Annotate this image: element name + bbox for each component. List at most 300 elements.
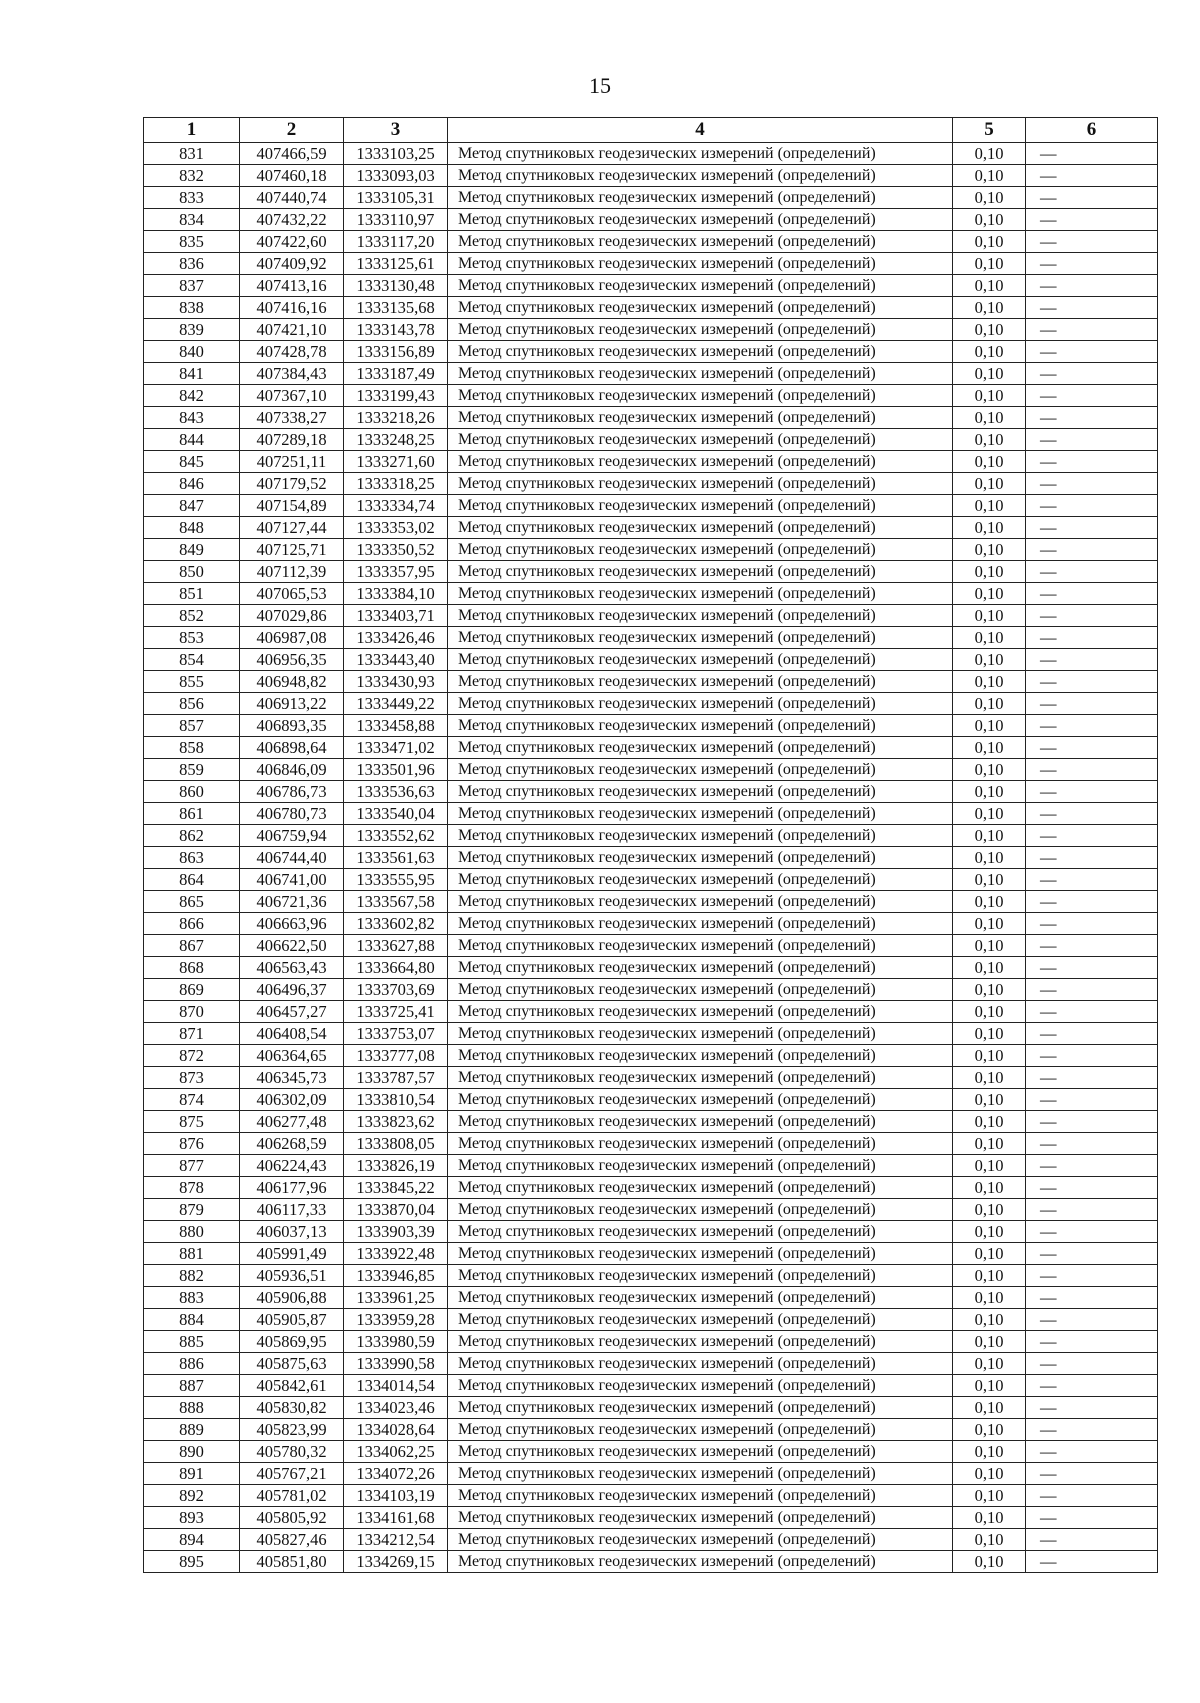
point-number-cell: 893 (144, 1507, 240, 1529)
method-cell: Метод спутниковых геодезических измерений (определений) (448, 407, 953, 429)
x-coordinate-cell: 406364,65 (240, 1045, 344, 1067)
accuracy-cell: 0,10 (953, 143, 1026, 165)
accuracy-cell: 0,10 (953, 407, 1026, 429)
accuracy-cell: 0,10 (953, 891, 1026, 913)
table-row (144, 759, 1158, 781)
x-coordinate-cell: 407416,16 (240, 297, 344, 319)
x-coordinate-cell: 406408,54 (240, 1023, 344, 1045)
y-coordinate-cell: 1333777,08 (344, 1045, 448, 1067)
method-cell: Метод спутниковых геодезических измерений (определений) (448, 935, 953, 957)
method-cell: Метод спутниковых геодезических измерений (определений) (448, 715, 953, 737)
method-cell: Метод спутниковых геодезических измерений (определений) (448, 1309, 953, 1331)
accuracy-cell: 0,10 (953, 1177, 1026, 1199)
x-coordinate-cell: 406224,43 (240, 1155, 344, 1177)
method-cell: Метод спутниковых геодезических измерений (определений) (448, 1243, 953, 1265)
method-cell: Метод спутниковых геодезических измерений (определений) (448, 1287, 953, 1309)
y-coordinate-cell: 1333443,40 (344, 649, 448, 671)
x-coordinate-cell: 406302,09 (240, 1089, 344, 1111)
accuracy-cell: 0,10 (953, 253, 1026, 275)
method-cell: Метод спутниковых геодезических измерений (определений) (448, 1529, 953, 1551)
x-coordinate-cell: 407428,78 (240, 341, 344, 363)
x-coordinate-cell: 407421,10 (240, 319, 344, 341)
table-row (144, 1243, 1158, 1265)
point-number-cell: 853 (144, 627, 240, 649)
method-cell: Метод спутниковых геодезических измерений (определений) (448, 803, 953, 825)
y-coordinate-cell: 1333117,20 (344, 231, 448, 253)
method-cell: Метод спутниковых геодезических измерений (определений) (448, 693, 953, 715)
y-coordinate-cell: 1333218,26 (344, 407, 448, 429)
x-coordinate-cell: 406913,22 (240, 693, 344, 715)
accuracy-cell: 0,10 (953, 1529, 1026, 1551)
method-cell: Метод спутниковых геодезических измерений (определений) (448, 1001, 953, 1023)
accuracy-cell: 0,10 (953, 671, 1026, 693)
method-cell: Метод спутниковых геодезических измерений (определений) (448, 649, 953, 671)
y-coordinate-cell: 1333248,25 (344, 429, 448, 451)
description-cell: — (1026, 1441, 1158, 1463)
table-row (144, 231, 1158, 253)
point-number-cell: 885 (144, 1331, 240, 1353)
table-row (144, 957, 1158, 979)
table-row (144, 143, 1158, 165)
point-number-cell: 872 (144, 1045, 240, 1067)
point-number-cell: 845 (144, 451, 240, 473)
y-coordinate-cell: 1334269,15 (344, 1551, 448, 1573)
point-number-cell: 869 (144, 979, 240, 1001)
point-number-cell: 857 (144, 715, 240, 737)
y-coordinate-cell: 1333403,71 (344, 605, 448, 627)
point-number-cell: 855 (144, 671, 240, 693)
y-coordinate-cell: 1333808,05 (344, 1133, 448, 1155)
table-row (144, 825, 1158, 847)
x-coordinate-cell: 405842,61 (240, 1375, 344, 1397)
y-coordinate-cell: 1334028,64 (344, 1419, 448, 1441)
table-row (144, 1265, 1158, 1287)
method-cell: Метод спутниковых геодезических измерений (определений) (448, 385, 953, 407)
method-cell: Метод спутниковых геодезических измерений (определений) (448, 1133, 953, 1155)
table-row (144, 561, 1158, 583)
point-number-cell: 873 (144, 1067, 240, 1089)
x-coordinate-cell: 406956,35 (240, 649, 344, 671)
coordinates-table (143, 117, 1158, 1573)
table-row (144, 209, 1158, 231)
y-coordinate-cell: 1333810,54 (344, 1089, 448, 1111)
method-cell: Метод спутниковых геодезических измерений (определений) (448, 605, 953, 627)
x-coordinate-cell: 405823,99 (240, 1419, 344, 1441)
x-coordinate-cell: 405991,49 (240, 1243, 344, 1265)
accuracy-cell: 0,10 (953, 737, 1026, 759)
header-col-1: 1 (144, 118, 240, 143)
y-coordinate-cell: 1333426,46 (344, 627, 448, 649)
x-coordinate-cell: 405875,63 (240, 1353, 344, 1375)
description-cell: — (1026, 451, 1158, 473)
x-coordinate-cell: 405781,02 (240, 1485, 344, 1507)
table-row (144, 187, 1158, 209)
method-cell: Метод спутниковых геодезических измерений (определений) (448, 253, 953, 275)
x-coordinate-cell: 406741,00 (240, 869, 344, 891)
point-number-cell: 892 (144, 1485, 240, 1507)
description-cell: — (1026, 1309, 1158, 1331)
accuracy-cell: 0,10 (953, 1485, 1026, 1507)
header-col-2: 2 (240, 118, 344, 143)
x-coordinate-cell: 407154,89 (240, 495, 344, 517)
method-cell: Метод спутниковых геодезических измерений (определений) (448, 495, 953, 517)
point-number-cell: 876 (144, 1133, 240, 1155)
table-row (144, 671, 1158, 693)
table-row (144, 1111, 1158, 1133)
point-number-cell: 890 (144, 1441, 240, 1463)
x-coordinate-cell: 406786,73 (240, 781, 344, 803)
method-cell: Метод спутниковых геодезических измерений (определений) (448, 1023, 953, 1045)
description-cell: — (1026, 1507, 1158, 1529)
point-number-cell: 895 (144, 1551, 240, 1573)
point-number-cell: 850 (144, 561, 240, 583)
method-cell: Метод спутниковых геодезических измерений (определений) (448, 1111, 953, 1133)
table-row (144, 1353, 1158, 1375)
description-cell: — (1026, 1177, 1158, 1199)
method-cell: Метод спутниковых геодезических измерений (определений) (448, 1089, 953, 1111)
description-cell: — (1026, 957, 1158, 979)
x-coordinate-cell: 405767,21 (240, 1463, 344, 1485)
method-cell: Метод спутниковых геодезических измерений (определений) (448, 1177, 953, 1199)
table-row (144, 473, 1158, 495)
point-number-cell: 874 (144, 1089, 240, 1111)
description-cell: — (1026, 253, 1158, 275)
table-row (144, 1199, 1158, 1221)
y-coordinate-cell: 1333753,07 (344, 1023, 448, 1045)
table-row (144, 1287, 1158, 1309)
accuracy-cell: 0,10 (953, 1265, 1026, 1287)
point-number-cell: 880 (144, 1221, 240, 1243)
method-cell: Метод спутниковых геодезических измерений (определений) (448, 891, 953, 913)
point-number-cell: 831 (144, 143, 240, 165)
accuracy-cell: 0,10 (953, 935, 1026, 957)
table-body (144, 143, 1158, 1573)
description-cell: — (1026, 143, 1158, 165)
point-number-cell: 882 (144, 1265, 240, 1287)
point-number-cell: 870 (144, 1001, 240, 1023)
x-coordinate-cell: 406663,96 (240, 913, 344, 935)
table-row (144, 451, 1158, 473)
accuracy-cell: 0,10 (953, 1089, 1026, 1111)
point-number-cell: 878 (144, 1177, 240, 1199)
method-cell: Метод спутниковых геодезических измерений (определений) (448, 319, 953, 341)
description-cell: — (1026, 1067, 1158, 1089)
x-coordinate-cell: 407422,60 (240, 231, 344, 253)
description-cell: — (1026, 1089, 1158, 1111)
x-coordinate-cell: 406898,64 (240, 737, 344, 759)
accuracy-cell: 0,10 (953, 1441, 1026, 1463)
table-row (144, 539, 1158, 561)
point-number-cell: 889 (144, 1419, 240, 1441)
point-number-cell: 891 (144, 1463, 240, 1485)
y-coordinate-cell: 1333536,63 (344, 781, 448, 803)
accuracy-cell: 0,10 (953, 605, 1026, 627)
y-coordinate-cell: 1333103,25 (344, 143, 448, 165)
point-number-cell: 883 (144, 1287, 240, 1309)
table-row (144, 891, 1158, 913)
accuracy-cell: 0,10 (953, 539, 1026, 561)
description-cell: — (1026, 605, 1158, 627)
table-row (144, 385, 1158, 407)
point-number-cell: 887 (144, 1375, 240, 1397)
table-row (144, 1331, 1158, 1353)
header-col-4: 4 (448, 118, 953, 143)
point-number-cell: 833 (144, 187, 240, 209)
y-coordinate-cell: 1333143,78 (344, 319, 448, 341)
x-coordinate-cell: 406948,82 (240, 671, 344, 693)
table-row (144, 165, 1158, 187)
description-cell: — (1026, 341, 1158, 363)
accuracy-cell: 0,10 (953, 209, 1026, 231)
header-col-5: 5 (953, 118, 1026, 143)
description-cell: — (1026, 825, 1158, 847)
x-coordinate-cell: 407466,59 (240, 143, 344, 165)
x-coordinate-cell: 406117,33 (240, 1199, 344, 1221)
accuracy-cell: 0,10 (953, 1507, 1026, 1529)
table-row (144, 253, 1158, 275)
accuracy-cell: 0,10 (953, 957, 1026, 979)
description-cell: — (1026, 1397, 1158, 1419)
y-coordinate-cell: 1333357,95 (344, 561, 448, 583)
point-number-cell: 867 (144, 935, 240, 957)
method-cell: Метод спутниковых геодезических измерений (определений) (448, 583, 953, 605)
y-coordinate-cell: 1334023,46 (344, 1397, 448, 1419)
description-cell: — (1026, 1023, 1158, 1045)
accuracy-cell: 0,10 (953, 583, 1026, 605)
description-cell: — (1026, 891, 1158, 913)
accuracy-cell: 0,10 (953, 1309, 1026, 1331)
accuracy-cell: 0,10 (953, 649, 1026, 671)
method-cell: Метод спутниковых геодезических измерений (определений) (448, 1441, 953, 1463)
description-cell: — (1026, 1045, 1158, 1067)
description-cell: — (1026, 649, 1158, 671)
x-coordinate-cell: 407338,27 (240, 407, 344, 429)
x-coordinate-cell: 405805,92 (240, 1507, 344, 1529)
x-coordinate-cell: 405827,46 (240, 1529, 344, 1551)
description-cell: — (1026, 473, 1158, 495)
description-cell: — (1026, 363, 1158, 385)
table-row (144, 517, 1158, 539)
point-number-cell: 856 (144, 693, 240, 715)
description-cell: — (1026, 693, 1158, 715)
y-coordinate-cell: 1333199,43 (344, 385, 448, 407)
x-coordinate-cell: 407367,10 (240, 385, 344, 407)
point-number-cell: 881 (144, 1243, 240, 1265)
x-coordinate-cell: 407112,39 (240, 561, 344, 583)
description-cell: — (1026, 539, 1158, 561)
x-coordinate-cell: 407289,18 (240, 429, 344, 451)
description-cell: — (1026, 209, 1158, 231)
accuracy-cell: 0,10 (953, 1353, 1026, 1375)
y-coordinate-cell: 1333471,02 (344, 737, 448, 759)
accuracy-cell: 0,10 (953, 781, 1026, 803)
description-cell: — (1026, 561, 1158, 583)
x-coordinate-cell: 406780,73 (240, 803, 344, 825)
accuracy-cell: 0,10 (953, 715, 1026, 737)
method-cell: Метод спутниковых геодезических измерений (определений) (448, 275, 953, 297)
description-cell: — (1026, 869, 1158, 891)
method-cell: Метод спутниковых геодезических измерений (определений) (448, 209, 953, 231)
accuracy-cell: 0,10 (953, 1375, 1026, 1397)
table-row (144, 1001, 1158, 1023)
y-coordinate-cell: 1333787,57 (344, 1067, 448, 1089)
description-cell: — (1026, 1551, 1158, 1573)
accuracy-cell: 0,10 (953, 913, 1026, 935)
y-coordinate-cell: 1333156,89 (344, 341, 448, 363)
y-coordinate-cell: 1333430,93 (344, 671, 448, 693)
point-number-cell: 894 (144, 1529, 240, 1551)
x-coordinate-cell: 405851,80 (240, 1551, 344, 1573)
accuracy-cell: 0,10 (953, 1023, 1026, 1045)
x-coordinate-cell: 405936,51 (240, 1265, 344, 1287)
method-cell: Метод спутниковых геодезических измерений (определений) (448, 1507, 953, 1529)
description-cell: — (1026, 1419, 1158, 1441)
accuracy-cell: 0,10 (953, 1111, 1026, 1133)
x-coordinate-cell: 405830,82 (240, 1397, 344, 1419)
y-coordinate-cell: 1333725,41 (344, 1001, 448, 1023)
accuracy-cell: 0,10 (953, 187, 1026, 209)
x-coordinate-cell: 406037,13 (240, 1221, 344, 1243)
method-cell: Метод спутниковых геодезических измерений (определений) (448, 429, 953, 451)
point-number-cell: 835 (144, 231, 240, 253)
accuracy-cell: 0,10 (953, 1155, 1026, 1177)
point-number-cell: 863 (144, 847, 240, 869)
description-cell: — (1026, 1485, 1158, 1507)
x-coordinate-cell: 407125,71 (240, 539, 344, 561)
x-coordinate-cell: 406496,37 (240, 979, 344, 1001)
y-coordinate-cell: 1333922,48 (344, 1243, 448, 1265)
point-number-cell: 847 (144, 495, 240, 517)
point-number-cell: 839 (144, 319, 240, 341)
description-cell: — (1026, 1529, 1158, 1551)
accuracy-cell: 0,10 (953, 1287, 1026, 1309)
point-number-cell: 852 (144, 605, 240, 627)
point-number-cell: 888 (144, 1397, 240, 1419)
method-cell: Метод спутниковых геодезических измерений (определений) (448, 913, 953, 935)
y-coordinate-cell: 1333602,82 (344, 913, 448, 935)
method-cell: Метод спутниковых геодезических измерений (определений) (448, 1067, 953, 1089)
table-row (144, 1089, 1158, 1111)
accuracy-cell: 0,10 (953, 517, 1026, 539)
table-row (144, 715, 1158, 737)
point-number-cell: 836 (144, 253, 240, 275)
y-coordinate-cell: 1333870,04 (344, 1199, 448, 1221)
description-cell: — (1026, 583, 1158, 605)
x-coordinate-cell: 407432,22 (240, 209, 344, 231)
y-coordinate-cell: 1333959,28 (344, 1309, 448, 1331)
method-cell: Метод спутниковых геодезических измерений (определений) (448, 1265, 953, 1287)
accuracy-cell: 0,10 (953, 231, 1026, 253)
y-coordinate-cell: 1333627,88 (344, 935, 448, 957)
table-row (144, 847, 1158, 869)
table-row (144, 1023, 1158, 1045)
table-row (144, 1221, 1158, 1243)
accuracy-cell: 0,10 (953, 1221, 1026, 1243)
method-cell: Метод спутниковых геодезических измерений (определений) (448, 957, 953, 979)
y-coordinate-cell: 1333110,97 (344, 209, 448, 231)
method-cell: Метод спутниковых геодезических измерений (определений) (448, 1331, 953, 1353)
table-row (144, 803, 1158, 825)
table-row (144, 1507, 1158, 1529)
accuracy-cell: 0,10 (953, 1397, 1026, 1419)
point-number-cell: 832 (144, 165, 240, 187)
description-cell: — (1026, 1331, 1158, 1353)
x-coordinate-cell: 406277,48 (240, 1111, 344, 1133)
point-number-cell: 838 (144, 297, 240, 319)
description-cell: — (1026, 495, 1158, 517)
x-coordinate-cell: 406622,50 (240, 935, 344, 957)
accuracy-cell: 0,10 (953, 429, 1026, 451)
method-cell: Метод спутниковых геодезических измерений (определений) (448, 627, 953, 649)
y-coordinate-cell: 1334212,54 (344, 1529, 448, 1551)
x-coordinate-cell: 407440,74 (240, 187, 344, 209)
x-coordinate-cell: 407460,18 (240, 165, 344, 187)
table-row (144, 935, 1158, 957)
y-coordinate-cell: 1333823,62 (344, 1111, 448, 1133)
accuracy-cell: 0,10 (953, 1133, 1026, 1155)
accuracy-cell: 0,10 (953, 869, 1026, 891)
y-coordinate-cell: 1333105,31 (344, 187, 448, 209)
point-number-cell: 862 (144, 825, 240, 847)
point-number-cell: 848 (144, 517, 240, 539)
point-number-cell: 849 (144, 539, 240, 561)
accuracy-cell: 0,10 (953, 275, 1026, 297)
point-number-cell: 842 (144, 385, 240, 407)
table-row (144, 1155, 1158, 1177)
description-cell: — (1026, 979, 1158, 1001)
accuracy-cell: 0,10 (953, 627, 1026, 649)
method-cell: Метод спутниковых геодезических измерений (определений) (448, 1375, 953, 1397)
method-cell: Метод спутниковых геодезических измерений (определений) (448, 143, 953, 165)
method-cell: Метод спутниковых геодезических измерений (определений) (448, 539, 953, 561)
method-cell: Метод спутниковых геодезических измерений (определений) (448, 869, 953, 891)
description-cell: — (1026, 847, 1158, 869)
description-cell: — (1026, 385, 1158, 407)
accuracy-cell: 0,10 (953, 759, 1026, 781)
y-coordinate-cell: 1333946,85 (344, 1265, 448, 1287)
y-coordinate-cell: 1333555,95 (344, 869, 448, 891)
description-cell: — (1026, 187, 1158, 209)
point-number-cell: 859 (144, 759, 240, 781)
table-header-row (144, 118, 1158, 143)
y-coordinate-cell: 1333458,88 (344, 715, 448, 737)
description-cell: — (1026, 407, 1158, 429)
method-cell: Метод спутниковых геодезических измерений (определений) (448, 1463, 953, 1485)
accuracy-cell: 0,10 (953, 847, 1026, 869)
accuracy-cell: 0,10 (953, 1067, 1026, 1089)
header-col-3: 3 (344, 118, 448, 143)
point-number-cell: 884 (144, 1309, 240, 1331)
table-row (144, 1419, 1158, 1441)
description-cell: — (1026, 1375, 1158, 1397)
method-cell: Метод спутниковых геодезических измерений (определений) (448, 1485, 953, 1507)
point-number-cell: 879 (144, 1199, 240, 1221)
y-coordinate-cell: 1334103,19 (344, 1485, 448, 1507)
x-coordinate-cell: 406893,35 (240, 715, 344, 737)
x-coordinate-cell: 407384,43 (240, 363, 344, 385)
method-cell: Метод спутниковых геодезических измерений (определений) (448, 1155, 953, 1177)
description-cell: — (1026, 1265, 1158, 1287)
accuracy-cell: 0,10 (953, 473, 1026, 495)
table-row (144, 1309, 1158, 1331)
accuracy-cell: 0,10 (953, 979, 1026, 1001)
method-cell: Метод спутниковых геодезических измерений (определений) (448, 979, 953, 1001)
point-number-cell: 841 (144, 363, 240, 385)
accuracy-cell: 0,10 (953, 825, 1026, 847)
x-coordinate-cell: 406744,40 (240, 847, 344, 869)
x-coordinate-cell: 405905,87 (240, 1309, 344, 1331)
description-cell: — (1026, 165, 1158, 187)
